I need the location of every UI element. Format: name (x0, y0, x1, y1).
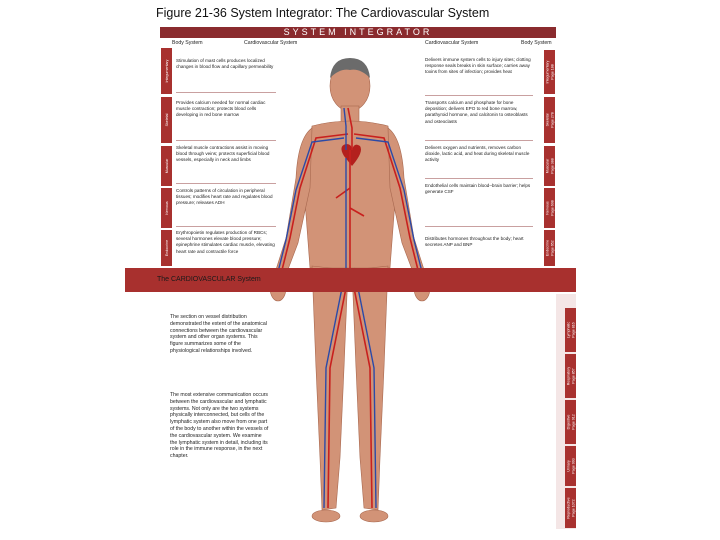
row-divider (176, 183, 276, 184)
subhead-left-cardiovascular: Cardiovascular System (244, 40, 298, 46)
row-right-integumentary-text: Delivers immune system cells to injury sites; clotting response seals breaks in skin surface; carries away toxins from sites of infection; provides heat (425, 57, 531, 75)
row-left-skeletal-text: Provides calcium needed for normal cardiac muscle contraction; protects blood cells developing in red bone marrow (176, 100, 266, 118)
lymphatic-paragraph: The most extensive communication occurs between the cardiovascular and lymphatic systems. Not only are the two systems physically interconnected, but cells of the lymphatic system also move from one part of the body to another within the vessels of the cardiovascular system. We examine the lymphatic system in detail, including its role in the immune response, in the next chapter. (170, 392, 269, 460)
row-divider (425, 226, 533, 227)
row-right-nervous-text: Endothelial cells maintain blood–brain barrier; helps generate CSF (425, 183, 531, 195)
tab-left-muscular[interactable]: Muscular (161, 146, 172, 186)
row-right-muscular-text: Delivers oxygen and nutrients, removes carbon dioxide, lactic acid, and heat during skeletal muscle activity (425, 145, 530, 163)
band-title: The CARDIOVASCULAR System (157, 276, 261, 283)
tab-reproductive[interactable]: Reproductive Page 1072 (565, 488, 576, 528)
tab-left-integumentary[interactable]: Integumentary (161, 48, 172, 94)
row-divider (176, 226, 276, 227)
tab-right-muscular[interactable]: Muscular Page 388 (544, 146, 555, 186)
subhead-left-body-system: Body System (172, 40, 203, 46)
tab-urinary[interactable]: Urinary Page 993 (565, 446, 576, 486)
tab-left-endocrine[interactable]: Endocrine (161, 230, 172, 266)
tab-right-integumentary[interactable]: Integumentary Page 188 (544, 50, 555, 94)
tab-digestive[interactable]: Digestive Page 912 (565, 400, 576, 444)
tab-left-nervous[interactable]: Nervous (161, 188, 172, 228)
intro-paragraph: The section on vessel distribution demonstrated the extent of the anatomical connections between the cardiovascular system and other organ systems. This figure summarizes some of the physiological relationships involved. (170, 314, 267, 354)
row-left-muscular-text: Skeletal muscle contractions assist in moving blood through veins; protects superficial blood vessels, especially in neck and limbs (176, 145, 270, 163)
row-right-skeletal-text: Transports calcium and phosphate for bone deposition; delivers EPO to red bone marrow, parathyroid hormone, and calcitonin to osteoblasts and osteoclasts (425, 100, 528, 124)
tab-respiratory[interactable]: Respiratory Page 857 (565, 354, 576, 398)
row-divider (425, 178, 533, 179)
system-integrator-banner: SYSTEM INTEGRATOR (160, 27, 556, 38)
figure-title: Figure 21-36 System Integrator: The Cardiovascular System (156, 6, 490, 20)
row-divider (425, 140, 533, 141)
tab-right-nervous[interactable]: Nervous Page 608 (544, 188, 555, 228)
tab-left-skeletal[interactable]: Skeletal (161, 97, 172, 143)
tab-right-skeletal[interactable]: Skeletal Page 278 (544, 97, 555, 143)
subhead-right-cardiovascular: Cardiovascular System (425, 40, 479, 46)
tab-right-endocrine[interactable]: Endocrine Page 652 (544, 230, 555, 266)
row-right-endocrine-text: Distributes hormones throughout the body; heart secretes ANP and BNP (425, 236, 524, 248)
row-divider (176, 140, 276, 141)
row-left-endocrine-text: Erythropoietin regulates production of RBCs; several hormones elevate blood pressure; epinephrine stimulates cardiac muscle, elevating heart rate and contractile force (176, 230, 275, 254)
tab-lymphatic[interactable]: Lymphatic Page 816 (565, 308, 576, 352)
row-divider (176, 92, 276, 93)
subhead-right-body-system: Body System (521, 40, 552, 46)
row-left-nervous-text: Controls patterns of circulation in peripheral tissues; modifies heart rate and regulates blood pressure; releases ADH (176, 188, 273, 206)
row-divider (425, 95, 533, 96)
row-left-integumentary-text: Stimulation of mast cells produces localized changes in blood flow and capillary permeability (176, 58, 274, 70)
